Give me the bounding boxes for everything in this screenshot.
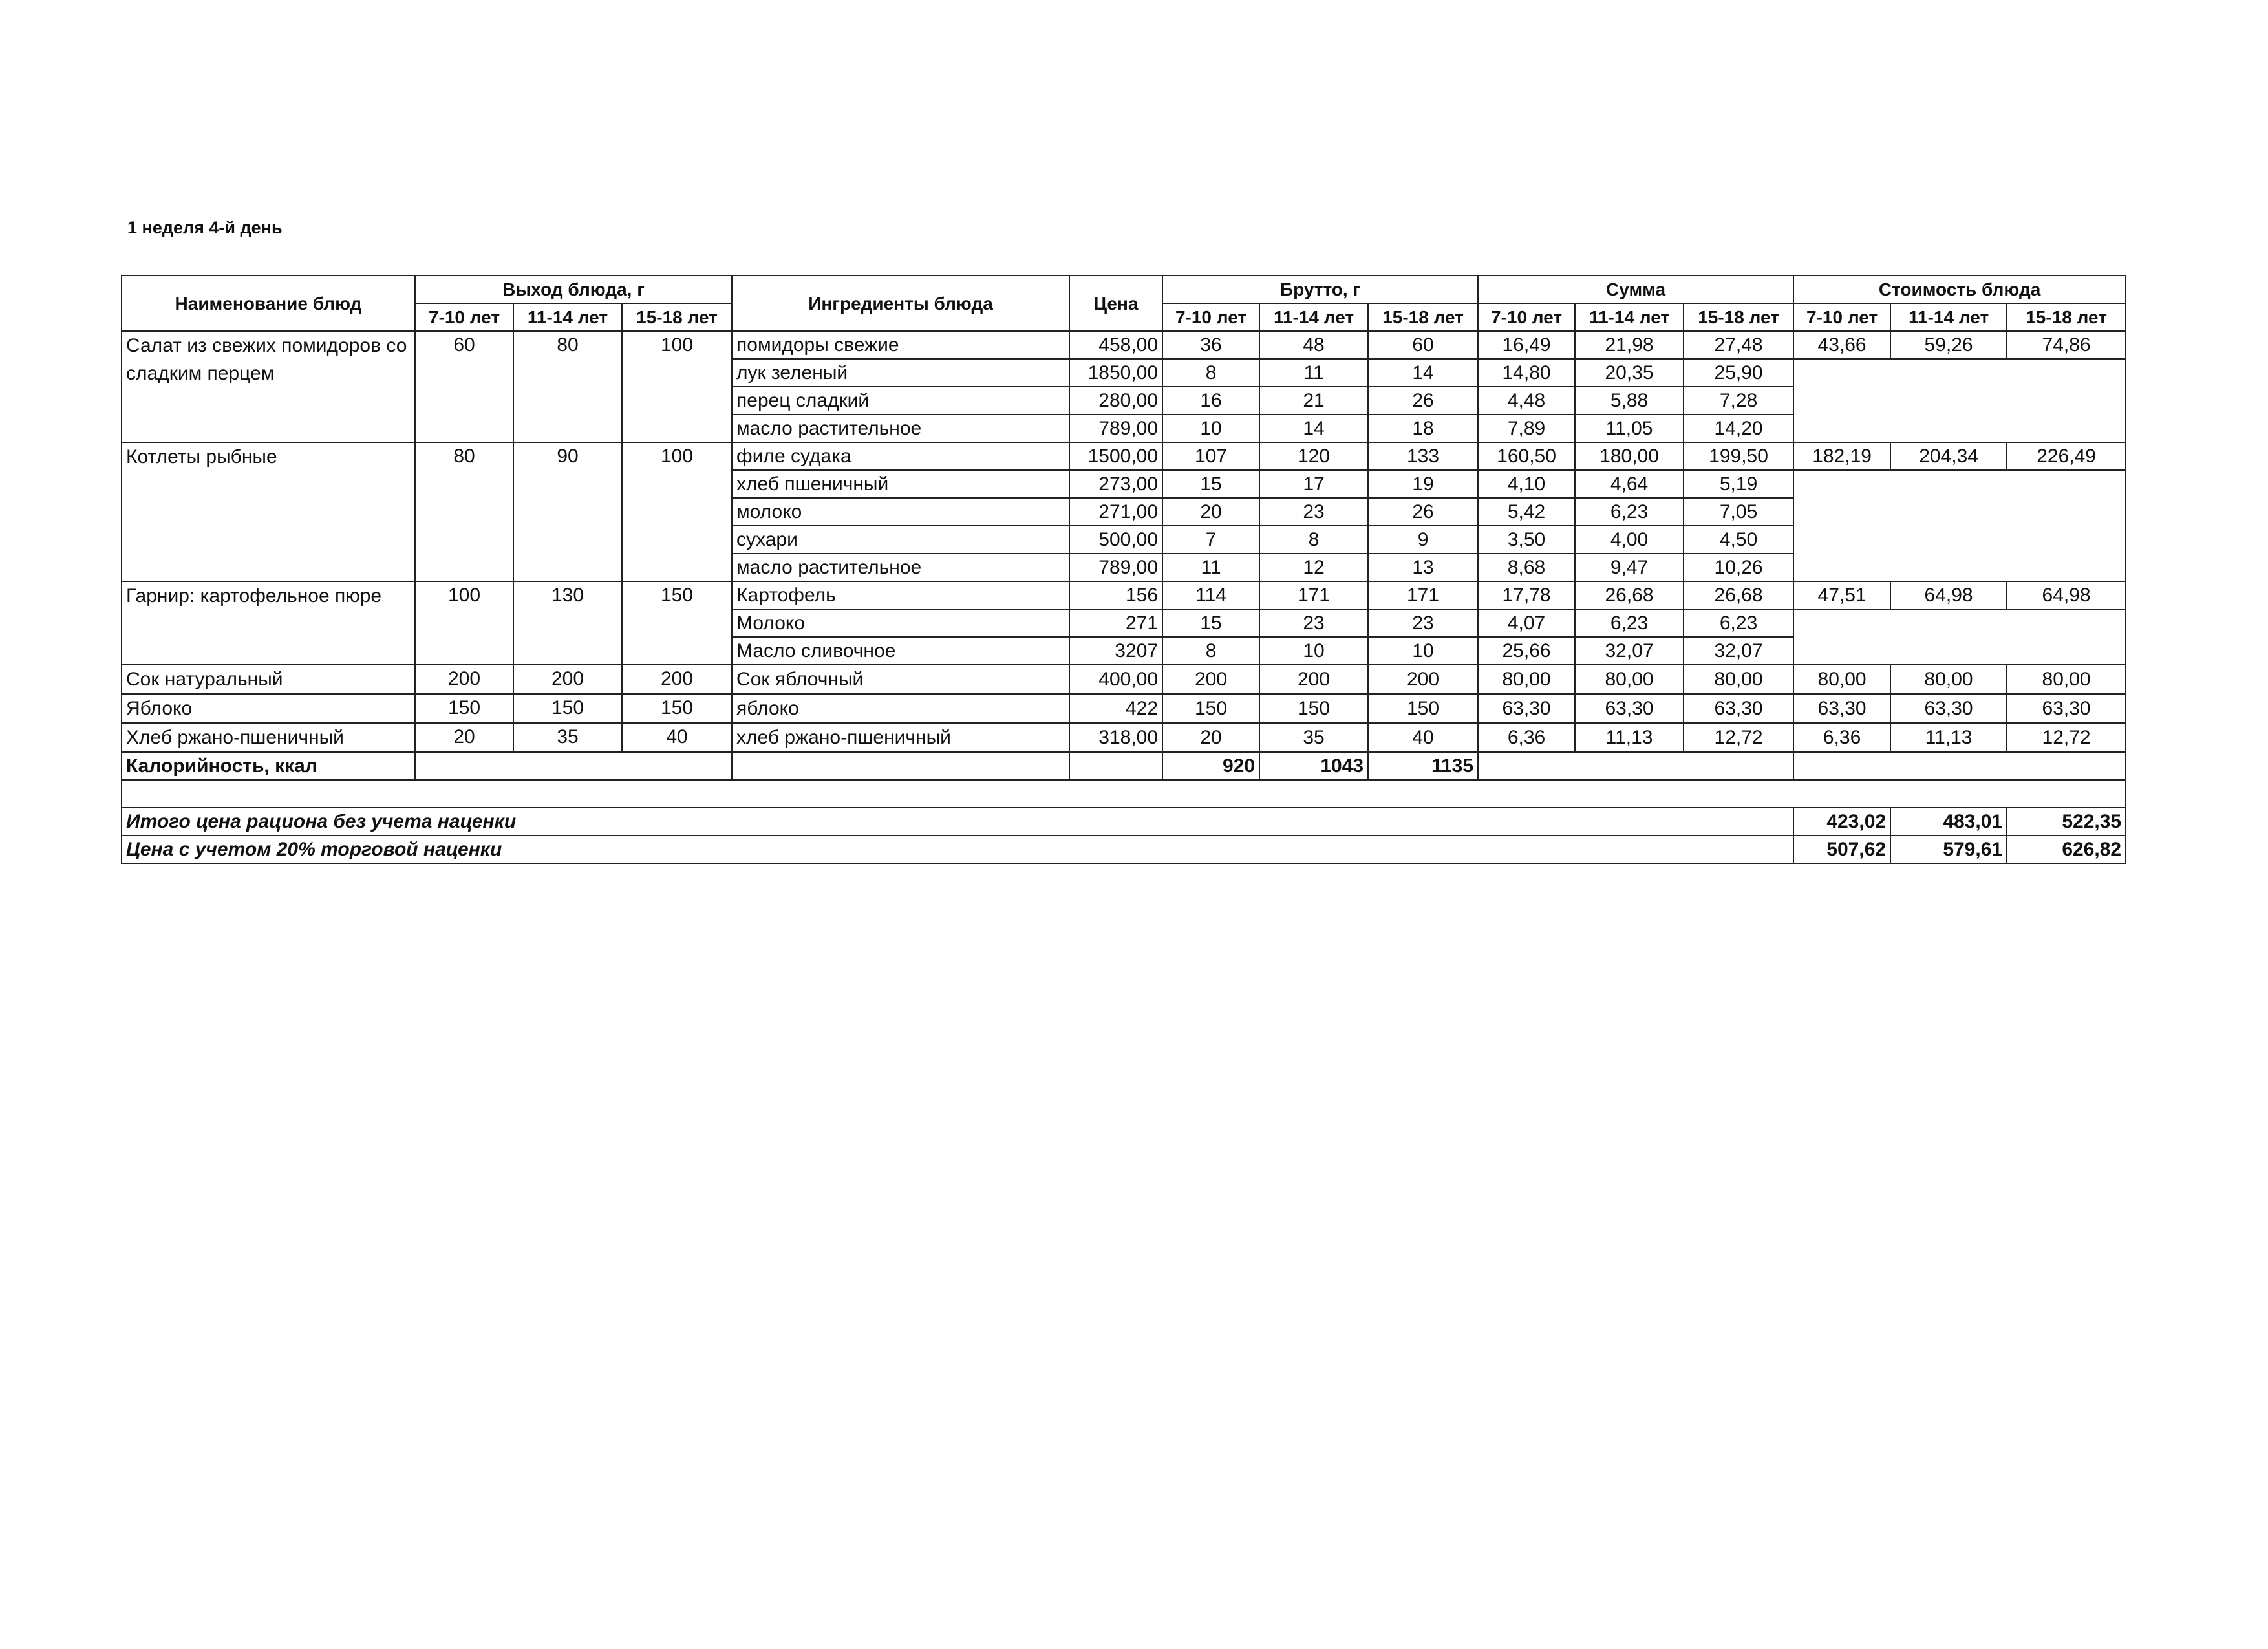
yield-value: 90 (513, 442, 622, 581)
gross-value: 171 (1259, 581, 1368, 609)
ingredient-name: хлеб пшеничный (732, 470, 1069, 498)
cost-value: 80,00 (2007, 665, 2126, 694)
sum-value: 3,50 (1478, 526, 1575, 554)
ingredient-name: Молоко (732, 609, 1069, 637)
table-row (122, 723, 2126, 752)
menu-table (121, 275, 2126, 864)
gross-value: 8 (1259, 526, 1368, 554)
gross-value: 21 (1259, 387, 1368, 415)
sum-value: 14,20 (1684, 415, 1793, 442)
cost-value: 11,13 (1890, 723, 2007, 752)
calories-label: Калорийность, ккал (122, 752, 415, 780)
dish-name: Хлеб ржано-пшеничный (122, 723, 415, 752)
yield-value: 100 (622, 442, 732, 581)
calories-value: 1135 (1368, 752, 1478, 780)
yield-value: 80 (513, 331, 622, 442)
gross-value: 200 (1162, 665, 1259, 694)
cost-value: 63,30 (1890, 694, 2007, 723)
calories-value: 1043 (1259, 752, 1368, 780)
sum-value: 6,23 (1575, 609, 1684, 637)
header-yield: Выход блюда, г (415, 275, 732, 303)
sum-value: 27,48 (1684, 331, 1793, 359)
yield-value: 80 (415, 442, 513, 581)
sum-value: 5,19 (1684, 470, 1793, 498)
ingredient-price: 789,00 (1069, 554, 1162, 581)
yield-value: 40 (622, 723, 732, 752)
table-footer (122, 752, 2126, 863)
sum-value: 63,30 (1478, 694, 1575, 723)
sum-value: 5,88 (1575, 387, 1684, 415)
cost-value: 59,26 (1890, 331, 2007, 359)
gross-value: 11 (1259, 359, 1368, 387)
gross-value: 9 (1368, 526, 1478, 554)
gross-value: 200 (1368, 665, 1478, 694)
ingredient-price: 280,00 (1069, 387, 1162, 415)
gross-value: 60 (1368, 331, 1478, 359)
ingredient-name: сухари (732, 526, 1069, 554)
sum-value: 6,23 (1684, 609, 1793, 637)
total-value: 507,62 (1793, 835, 1890, 863)
gross-value: 36 (1162, 331, 1259, 359)
ingredient-name: яблоко (732, 694, 1069, 723)
gross-value: 19 (1368, 470, 1478, 498)
empty-cell (415, 752, 732, 780)
header-age: 7-10 лет (1478, 303, 1575, 331)
calories-value: 920 (1162, 752, 1259, 780)
dish-name: Яблоко (122, 694, 415, 723)
table-header (122, 275, 2126, 331)
gross-value: 13 (1368, 554, 1478, 581)
ingredient-price: 156 (1069, 581, 1162, 609)
sum-value: 4,48 (1478, 387, 1575, 415)
total-value: 522,35 (2007, 808, 2126, 835)
ingredient-price: 271,00 (1069, 498, 1162, 526)
sum-value: 6,36 (1478, 723, 1575, 752)
gross-value: 133 (1368, 442, 1478, 470)
sum-value: 6,23 (1575, 498, 1684, 526)
gross-value: 35 (1259, 723, 1368, 752)
dish-name: Салат из свежих помидоров со сладким перцем (122, 331, 415, 442)
ingredient-price: 318,00 (1069, 723, 1162, 752)
gross-value: 18 (1368, 415, 1478, 442)
table-row (122, 442, 2126, 470)
gross-value: 10 (1162, 415, 1259, 442)
gross-value: 23 (1259, 498, 1368, 526)
header-age: 11-14 лет (513, 303, 622, 331)
cost-value: 80,00 (1793, 665, 1890, 694)
gross-value: 23 (1259, 609, 1368, 637)
table-row (122, 694, 2126, 723)
gross-value: 23 (1368, 609, 1478, 637)
gross-value: 10 (1368, 637, 1478, 665)
total-label: Итого цена рациона без учета наценки (122, 808, 1793, 835)
header-age: 11-14 лет (1890, 303, 2007, 331)
cost-value: 64,98 (2007, 581, 2126, 609)
gross-value: 171 (1368, 581, 1478, 609)
ingredient-name: лук зеленый (732, 359, 1069, 387)
ingredient-name: филе судака (732, 442, 1069, 470)
yield-value: 200 (513, 665, 622, 694)
ingredient-name: Масло сливочное (732, 637, 1069, 665)
ingredient-name: перец сладкий (732, 387, 1069, 415)
ingredient-price: 400,00 (1069, 665, 1162, 694)
ingredient-name: молоко (732, 498, 1069, 526)
header-age: 11-14 лет (1259, 303, 1368, 331)
header-gross: Брутто, г (1162, 275, 1478, 303)
yield-value: 60 (415, 331, 513, 442)
header-dish: Наименование блюд (122, 275, 415, 331)
gross-value: 7 (1162, 526, 1259, 554)
ingredient-name: Картофель (732, 581, 1069, 609)
empty-cell (732, 752, 1069, 780)
header-ingredients: Ингредиенты блюда (732, 275, 1069, 331)
sum-value: 80,00 (1478, 665, 1575, 694)
yield-value: 35 (513, 723, 622, 752)
ingredient-price: 422 (1069, 694, 1162, 723)
header-age: 15-18 лет (2007, 303, 2126, 331)
yield-value: 130 (513, 581, 622, 665)
ingredient-price: 273,00 (1069, 470, 1162, 498)
yield-value: 100 (415, 581, 513, 665)
sum-value: 25,90 (1684, 359, 1793, 387)
page-heading: 1 неделя 4-й день (127, 218, 283, 237)
sum-value: 4,00 (1575, 526, 1684, 554)
gross-value: 20 (1162, 498, 1259, 526)
cost-value: 204,34 (1890, 442, 2007, 470)
gross-value: 107 (1162, 442, 1259, 470)
ingredient-name: масло растительное (732, 415, 1069, 442)
gross-value: 15 (1162, 470, 1259, 498)
gross-value: 14 (1368, 359, 1478, 387)
ingredient-price: 1500,00 (1069, 442, 1162, 470)
table-row (122, 665, 2126, 694)
gross-value: 10 (1259, 637, 1368, 665)
sum-value: 26,68 (1575, 581, 1684, 609)
cost-value: 47,51 (1793, 581, 1890, 609)
empty-cell (1069, 752, 1162, 780)
gross-value: 40 (1368, 723, 1478, 752)
sum-value: 4,64 (1575, 470, 1684, 498)
cost-value: 43,66 (1793, 331, 1890, 359)
total-label: Цена с учетом 20% торговой наценки (122, 835, 1793, 863)
ingredient-price: 789,00 (1069, 415, 1162, 442)
yield-value: 150 (513, 694, 622, 723)
header-sum: Сумма (1478, 275, 1793, 303)
blank-row (122, 780, 2126, 808)
ingredient-name: масло растительное (732, 554, 1069, 581)
sum-value: 16,49 (1478, 331, 1575, 359)
cost-value: 74,86 (2007, 331, 2126, 359)
calories-row (122, 752, 2126, 780)
empty-cell (1793, 609, 2126, 665)
table-body (122, 331, 2126, 752)
gross-value: 26 (1368, 498, 1478, 526)
dish-name: Сок натуральный (122, 665, 415, 694)
ingredient-name: хлеб ржано-пшеничный (732, 723, 1069, 752)
ingredient-price: 500,00 (1069, 526, 1162, 554)
sum-value: 7,28 (1684, 387, 1793, 415)
sum-value: 160,50 (1478, 442, 1575, 470)
empty-cell (1793, 470, 2126, 581)
gross-value: 48 (1259, 331, 1368, 359)
yield-value: 200 (415, 665, 513, 694)
sum-value: 32,07 (1684, 637, 1793, 665)
gross-value: 17 (1259, 470, 1368, 498)
cost-value: 63,30 (2007, 694, 2126, 723)
sum-value: 32,07 (1575, 637, 1684, 665)
gross-value: 11 (1162, 554, 1259, 581)
gross-value: 12 (1259, 554, 1368, 581)
gross-value: 8 (1162, 359, 1259, 387)
empty-cell (1478, 752, 1793, 780)
gross-value: 120 (1259, 442, 1368, 470)
header-age: 11-14 лет (1575, 303, 1684, 331)
cost-value: 6,36 (1793, 723, 1890, 752)
total-value: 579,61 (1890, 835, 2007, 863)
ingredient-name: помидоры свежие (732, 331, 1069, 359)
table-row (122, 331, 2126, 359)
header-cost: Стоимость блюда (1793, 275, 2126, 303)
yield-value: 100 (622, 331, 732, 442)
empty-cell (122, 780, 2126, 808)
gross-value: 20 (1162, 723, 1259, 752)
sum-value: 20,35 (1575, 359, 1684, 387)
dish-name: Гарнир: картофельное пюре (122, 581, 415, 665)
sum-value: 8,68 (1478, 554, 1575, 581)
sum-value: 11,13 (1575, 723, 1684, 752)
gross-value: 26 (1368, 387, 1478, 415)
gross-value: 150 (1162, 694, 1259, 723)
sum-value: 7,89 (1478, 415, 1575, 442)
yield-value: 200 (622, 665, 732, 694)
sum-value: 4,10 (1478, 470, 1575, 498)
sum-value: 25,66 (1478, 637, 1575, 665)
sum-value: 4,50 (1684, 526, 1793, 554)
yield-value: 150 (622, 581, 732, 665)
sum-value: 199,50 (1684, 442, 1793, 470)
header-price: Цена (1069, 275, 1162, 331)
sum-value: 80,00 (1684, 665, 1793, 694)
yield-value: 20 (415, 723, 513, 752)
sum-value: 12,72 (1684, 723, 1793, 752)
total-value: 483,01 (1890, 808, 2007, 835)
sum-value: 4,07 (1478, 609, 1575, 637)
table-row (122, 581, 2126, 609)
sum-value: 14,80 (1478, 359, 1575, 387)
dish-name: Котлеты рыбные (122, 442, 415, 581)
gross-value: 15 (1162, 609, 1259, 637)
header-age: 15-18 лет (1684, 303, 1793, 331)
sum-value: 26,68 (1684, 581, 1793, 609)
ingredient-price: 1850,00 (1069, 359, 1162, 387)
header-age: 7-10 лет (1793, 303, 1890, 331)
cost-value: 64,98 (1890, 581, 2007, 609)
header-age: 15-18 лет (1368, 303, 1478, 331)
sum-value: 21,98 (1575, 331, 1684, 359)
sum-value: 180,00 (1575, 442, 1684, 470)
gross-value: 8 (1162, 637, 1259, 665)
empty-cell (1793, 752, 2126, 780)
header-age: 7-10 лет (415, 303, 513, 331)
yield-value: 150 (415, 694, 513, 723)
sum-value: 5,42 (1478, 498, 1575, 526)
gross-value: 114 (1162, 581, 1259, 609)
sum-value: 17,78 (1478, 581, 1575, 609)
sum-value: 9,47 (1575, 554, 1684, 581)
gross-value: 14 (1259, 415, 1368, 442)
ingredient-price: 458,00 (1069, 331, 1162, 359)
sum-value: 7,05 (1684, 498, 1793, 526)
sum-value: 63,30 (1575, 694, 1684, 723)
ingredient-price: 271 (1069, 609, 1162, 637)
cost-value: 12,72 (2007, 723, 2126, 752)
ingredient-name: Сок яблочный (732, 665, 1069, 694)
total-row (122, 835, 2126, 863)
total-row (122, 808, 2126, 835)
empty-cell (1793, 359, 2126, 442)
header-age: 7-10 лет (1162, 303, 1259, 331)
yield-value: 150 (622, 694, 732, 723)
sum-value: 63,30 (1684, 694, 1793, 723)
gross-value: 150 (1259, 694, 1368, 723)
cost-value: 182,19 (1793, 442, 1890, 470)
total-value: 626,82 (2007, 835, 2126, 863)
ingredient-price: 3207 (1069, 637, 1162, 665)
gross-value: 16 (1162, 387, 1259, 415)
sum-value: 11,05 (1575, 415, 1684, 442)
gross-value: 150 (1368, 694, 1478, 723)
gross-value: 200 (1259, 665, 1368, 694)
header-age: 15-18 лет (622, 303, 732, 331)
cost-value: 63,30 (1793, 694, 1890, 723)
sum-value: 10,26 (1684, 554, 1793, 581)
total-value: 423,02 (1793, 808, 1890, 835)
cost-value: 226,49 (2007, 442, 2126, 470)
cost-value: 80,00 (1890, 665, 2007, 694)
sum-value: 80,00 (1575, 665, 1684, 694)
